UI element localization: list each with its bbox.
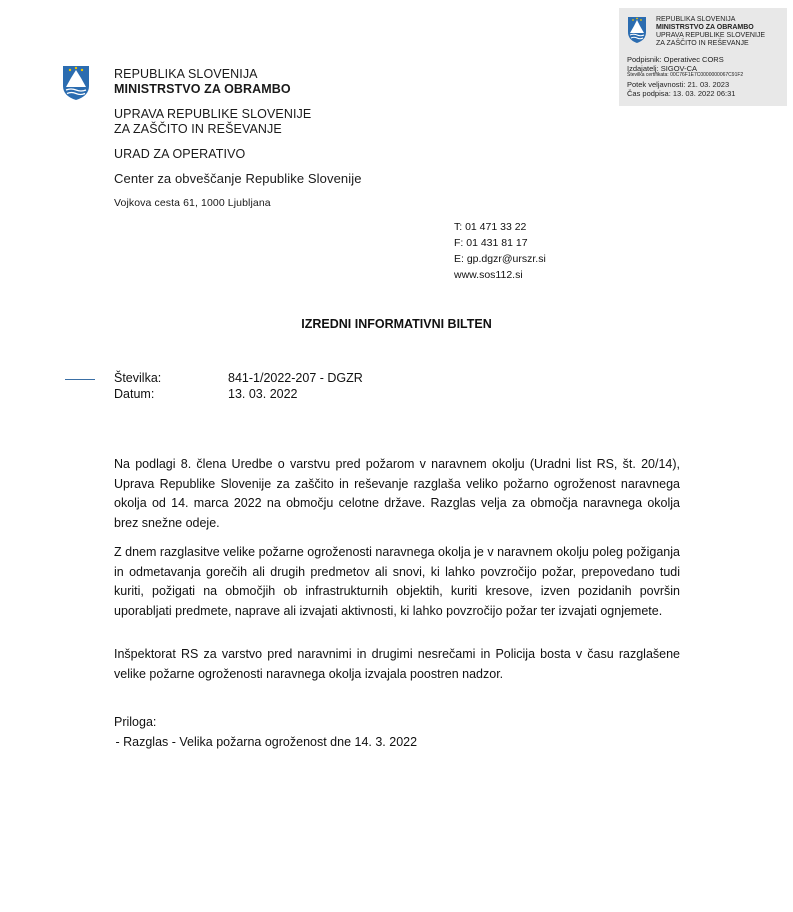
contact-phone: T: 01 471 33 22 <box>454 221 527 233</box>
letterhead-ministry: MINISTRSTVO ZA OBRAMBO <box>114 82 291 96</box>
stamp-org-line1: REPUBLIKA SLOVENIJA <box>656 16 736 23</box>
paragraph-2-text: Z dnem razglasitve velike požarne ogroženosti naravnega okolja je v naravnem okolju poleg požiganja in odmetavanja gorečih ali drugih predmetov ali snovi, ki lahko povzročijo požar, prepovedano tudi kuriti, požigati na območjih ob infrastrukturnih objektih, kuriti kresove, izven pozidanih površin uporabljati predmete, naprave ali izvajati aktivnosti, ki lahko povzročijo požar ter izvajati ognjemete. <box>114 545 680 618</box>
paragraph-3 <box>114 645 680 684</box>
slovenia-crest-icon <box>627 16 647 44</box>
digital-signature-stamp <box>619 8 787 106</box>
number-label: Številka: <box>114 371 162 385</box>
paragraph-1-text: Na podlagi 8. člena Uredbe o varstvu pred požarom v naravnem okolju (Uradni list RS, št. 20/14), Uprava Republike Slovenije za zaščito in reševanje razglaša veliko požarno ogroženost naravnega okolja od 14. marca 2022 na območju celotne države. Razglas velja za območja naravnega okolja brez snežne odeje. <box>114 457 680 530</box>
paragraph-1 <box>114 455 680 533</box>
stamp-issuer: Izdajatelj: SIGOV-CA <box>627 64 698 73</box>
attachment-label: Priloga: <box>114 715 157 729</box>
date-value: 13. 03. 2022 <box>228 387 298 401</box>
stamp-signed-at: Čas podpisa: 13. 03. 2022 06:31 <box>627 89 736 98</box>
stamp-cert-number: Številka certifikata: 00C76F1E7C0000000067C91F2 <box>627 72 744 78</box>
document-title: IZREDNI INFORMATIVNI BILTEN <box>301 317 492 331</box>
date-label: Datum: <box>114 387 155 401</box>
letterhead-republic: REPUBLIKA SLOVENIJA <box>114 67 258 81</box>
stamp-valid-until: Potek veljavnosti: 21. 03. 2023 <box>627 80 730 89</box>
stamp-org-line4: ZA ZAŠČITO IN REŠEVANJE <box>656 40 749 47</box>
letterhead-administration: UPRAVA REPUBLIKE SLOVENIJE <box>114 107 312 121</box>
stamp-org-line2: MINISTRSTVO ZA OBRAMBO <box>656 24 754 31</box>
contact-web: www.sos112.si <box>454 269 523 281</box>
paragraph-2 <box>114 543 680 621</box>
stamp-org-line3: UPRAVA REPUBLIKE SLOVENIJE <box>656 32 766 39</box>
attachment-item: - Razglas - Velika požarna ogroženost dne 14. 3. 2022 <box>112 735 418 749</box>
fold-mark-divider <box>65 379 95 380</box>
paragraph-3-text: Inšpektorat RS za varstvo pred naravnimi in drugimi nesrečami in Policija bosta v času razglašene velike požarne ogroženosti naravnega okolja izvajala poostren nadzor. <box>114 647 680 681</box>
letterhead-office: URAD ZA OPERATIVO <box>114 147 246 161</box>
letterhead-center: Center za obveščanje Republike Slovenije <box>114 171 362 186</box>
slovenia-crest-icon <box>62 65 90 101</box>
contact-fax: F: 01 431 81 17 <box>454 237 528 249</box>
letterhead-address: Vojkova cesta 61, 1000 Ljubljana <box>114 197 271 209</box>
number-value: 841-1/2022-207 - DGZR <box>228 371 363 385</box>
contact-email: E: gp.dgzr@urszr.si <box>454 253 546 265</box>
stamp-signer: Podpisnik: Operativec CORS <box>627 55 724 64</box>
letterhead-administration-2: ZA ZAŠČITO IN REŠEVANJE <box>114 122 282 136</box>
